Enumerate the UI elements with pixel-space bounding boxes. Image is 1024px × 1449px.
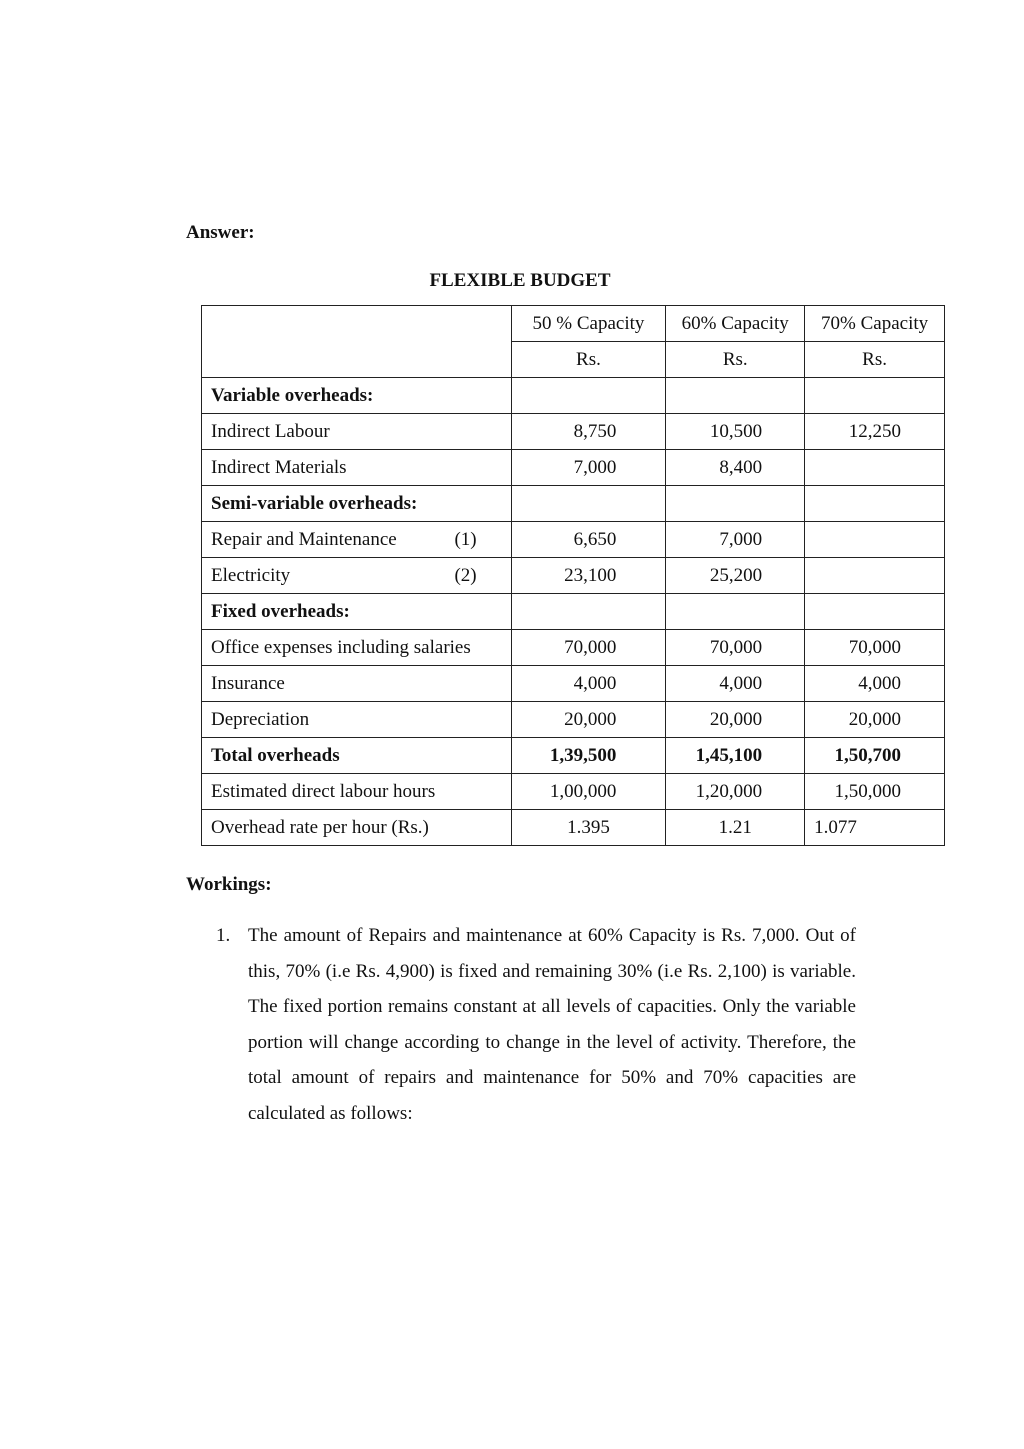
value-cell: 7,000 bbox=[511, 450, 666, 486]
document-title: FLEXIBLE BUDGET bbox=[429, 270, 611, 291]
row-label: Repair and Maintenance bbox=[211, 528, 397, 550]
table-row bbox=[202, 666, 945, 702]
value-cell: 20,000 bbox=[511, 702, 666, 738]
table-row bbox=[202, 774, 945, 810]
unit-cell: Rs. bbox=[805, 342, 945, 378]
table-row-total bbox=[202, 738, 945, 774]
value-cell bbox=[805, 378, 945, 414]
value-cell: 1,50,700 bbox=[805, 738, 945, 774]
table-row bbox=[202, 450, 945, 486]
value-cell: 1,20,000 bbox=[666, 774, 805, 810]
working-note bbox=[216, 918, 856, 1131]
section-label: Variable overheads: bbox=[202, 378, 512, 414]
row-label-cell bbox=[202, 522, 512, 558]
row-label: Office expenses including salaries bbox=[202, 630, 512, 666]
value-cell: 20,000 bbox=[805, 702, 945, 738]
value-cell: 70,000 bbox=[666, 630, 805, 666]
row-label: Overhead rate per hour (Rs.) bbox=[202, 810, 512, 846]
value-cell bbox=[511, 486, 666, 522]
header-cell: 60% Capacity bbox=[666, 306, 805, 342]
value-cell bbox=[511, 594, 666, 630]
value-cell bbox=[805, 450, 945, 486]
header-cell: 50 % Capacity bbox=[511, 306, 666, 342]
answer-heading: Answer: bbox=[186, 222, 255, 243]
table-row bbox=[202, 486, 945, 522]
value-cell bbox=[805, 558, 945, 594]
value-cell: 12,250 bbox=[805, 414, 945, 450]
footnote-reference: (1) bbox=[454, 528, 477, 550]
value-cell: 6,650 bbox=[511, 522, 666, 558]
value-cell: 1.395 bbox=[511, 810, 666, 846]
value-cell: 4,000 bbox=[666, 666, 805, 702]
row-label-cell bbox=[202, 558, 512, 594]
header-cell: 70% Capacity bbox=[805, 306, 945, 342]
table-header-row bbox=[202, 306, 945, 342]
footnote-reference: (2) bbox=[454, 564, 477, 586]
row-label: Estimated direct labour hours bbox=[202, 774, 512, 810]
flexible-budget-table bbox=[201, 305, 945, 846]
value-cell: 1.077 bbox=[805, 810, 945, 846]
table-row bbox=[202, 594, 945, 630]
value-cell: 1,50,000 bbox=[805, 774, 945, 810]
value-cell: 1,00,000 bbox=[511, 774, 666, 810]
row-label: Electricity bbox=[211, 564, 291, 586]
value-cell: 4,000 bbox=[511, 666, 666, 702]
value-cell: 4,000 bbox=[805, 666, 945, 702]
table-row bbox=[202, 630, 945, 666]
value-cell bbox=[666, 378, 805, 414]
value-cell: 10,500 bbox=[666, 414, 805, 450]
value-cell: 8,750 bbox=[511, 414, 666, 450]
value-cell: 25,200 bbox=[666, 558, 805, 594]
row-label: Indirect Labour bbox=[202, 414, 512, 450]
unit-cell: Rs. bbox=[511, 342, 666, 378]
section-label: Fixed overheads: bbox=[202, 594, 512, 630]
working-text: The amount of Repairs and maintenance at 60% Capacity is Rs. 7,000. Out of this, 70% (i.e Rs. 4,900) is fixed and remaining 30% (i.e Rs. 2,100) is variable. The fixed portion remains constant at all levels of capacities. Only the variable portion will change according to change in the level of activity. Therefore, the total amount of repairs and maintenance for 50% and 70% capacities are calculated as follows: bbox=[248, 925, 856, 1124]
value-cell bbox=[511, 378, 666, 414]
table-row bbox=[202, 414, 945, 450]
table-row bbox=[202, 702, 945, 738]
unit-cell: Rs. bbox=[666, 342, 805, 378]
row-label: Depreciation bbox=[202, 702, 512, 738]
value-cell: 70,000 bbox=[805, 630, 945, 666]
table-row bbox=[202, 558, 945, 594]
value-cell bbox=[805, 522, 945, 558]
row-label: Total overheads bbox=[202, 738, 512, 774]
value-cell: 20,000 bbox=[666, 702, 805, 738]
table-row bbox=[202, 810, 945, 846]
value-cell: 1,39,500 bbox=[511, 738, 666, 774]
header-blank-cell bbox=[202, 306, 512, 378]
table-row bbox=[202, 522, 945, 558]
value-cell: 8,400 bbox=[666, 450, 805, 486]
row-label: Insurance bbox=[202, 666, 512, 702]
row-label: Indirect Materials bbox=[202, 450, 512, 486]
value-cell bbox=[666, 486, 805, 522]
value-cell bbox=[805, 486, 945, 522]
value-cell bbox=[666, 594, 805, 630]
value-cell: 7,000 bbox=[666, 522, 805, 558]
workings-heading: Workings: bbox=[186, 874, 272, 895]
value-cell bbox=[805, 594, 945, 630]
value-cell: 1,45,100 bbox=[666, 738, 805, 774]
working-number: 1. bbox=[216, 925, 231, 946]
section-label: Semi-variable overheads: bbox=[202, 486, 512, 522]
value-cell: 23,100 bbox=[511, 558, 666, 594]
table-row bbox=[202, 378, 945, 414]
value-cell: 1.21 bbox=[666, 810, 805, 846]
value-cell: 70,000 bbox=[511, 630, 666, 666]
